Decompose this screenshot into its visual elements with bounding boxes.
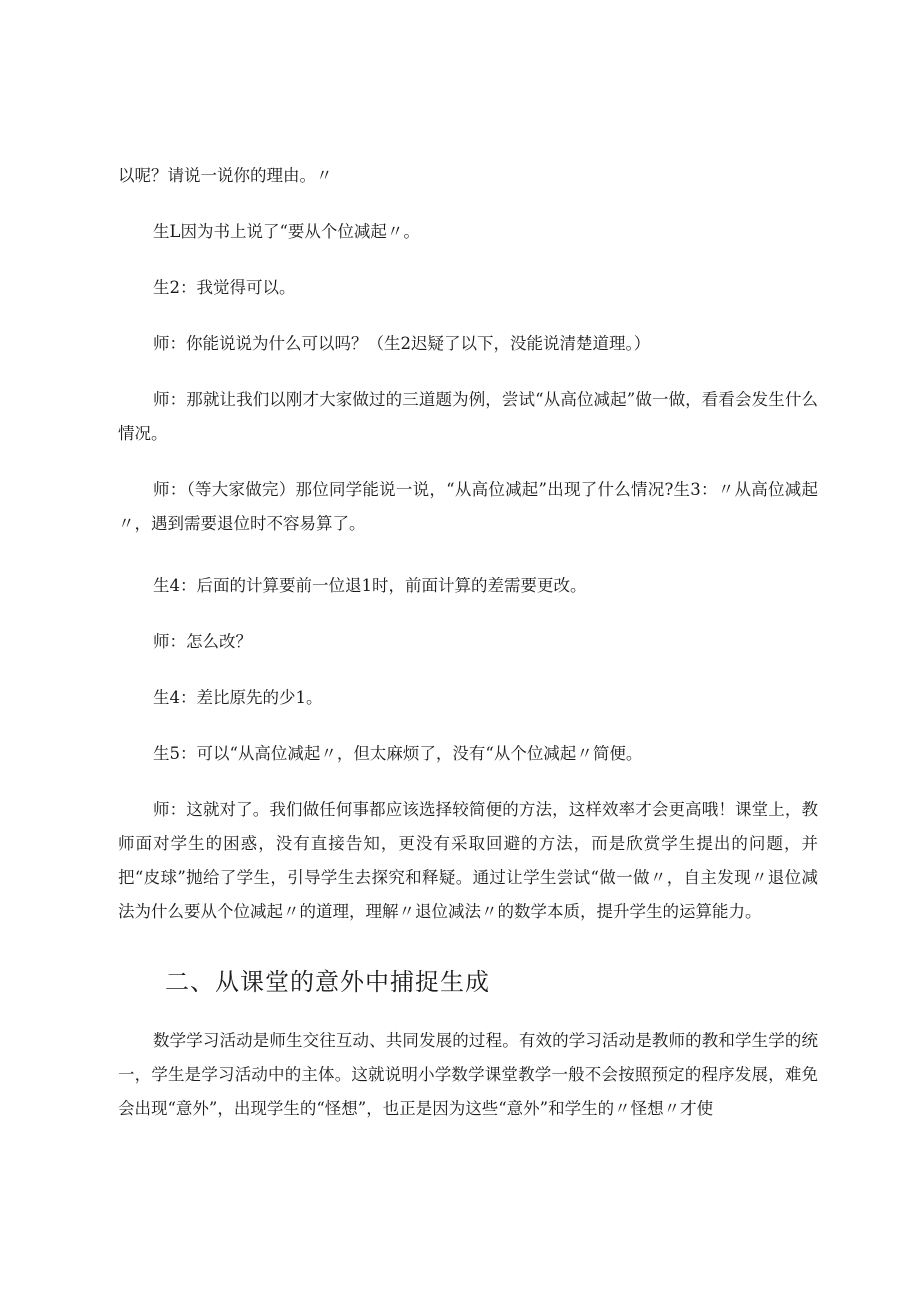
dialogue-line-teacher-question: 师：你能说说为什么可以吗？（生2迟疑了以下，没能说清楚道理。）	[153, 334, 651, 353]
dialogue-line-student5: 生5：可以“从高位减起〃，但太麻烦了，没有“从个位减起〃简便。	[153, 744, 643, 763]
commentary-paragraph: 师：这就对了。我们做任何事都应该选择较简便的方法，这样效率才会更高哦！课堂上，教师面对学生的困惑，没有直接告知，更没有采取回避的方法，而是欣赏学生提出的问题，并把“皮球”抛给了学生，引导学生去探究和释疑。通过让学生尝试“做一做〃，自主发现〃退位减法为什么要从个位减起〃的道理，理解〃退位减法〃的数学本质，提升学生的运算能力。	[118, 800, 818, 921]
dialogue-line-teacher-example: 师：那就让我们以刚才大家做过的三道题为例，尝试“从高位减起”做一做，看看会发生什么情况。	[118, 390, 818, 443]
paragraph-continuation: 以呢？请说一说你的理由。〃	[118, 166, 333, 185]
dialogue-line-student2: 生2：我觉得可以。	[153, 278, 296, 297]
dialogue-line-student1: 生L因为书上说了“要从个位减起〃。	[153, 222, 420, 241]
dialogue-line-student4-answer: 生4：差比原先的少1。	[153, 688, 323, 707]
closing-paragraph: 数学学习活动是师生交往互动、共同发展的过程。有效的学习活动是教师的教和学生学的统一，学生是学习活动中的主体。这就说明小学数学课堂教学一般不会按照预定的程序发展，难免会出现“意外”，出现学生的“怪想”，也正是因为这些“意外”和学生的〃怪想〃才使	[118, 1031, 818, 1118]
section-heading: 二、从课堂的意外中捕捉生成	[165, 968, 490, 996]
dialogue-line-student4: 生4：后面的计算要前一位退1时，前面计算的差需要更改。	[153, 576, 587, 595]
dialogue-line-teacher-student3: 师：（等大家做完）那位同学能说一说，“从高位减起”出现了什么情况?生3：〃从高位减起〃，遇到需要退位时不容易算了。	[118, 480, 818, 533]
dialogue-line-teacher-how: 师：怎么改？	[153, 632, 252, 651]
